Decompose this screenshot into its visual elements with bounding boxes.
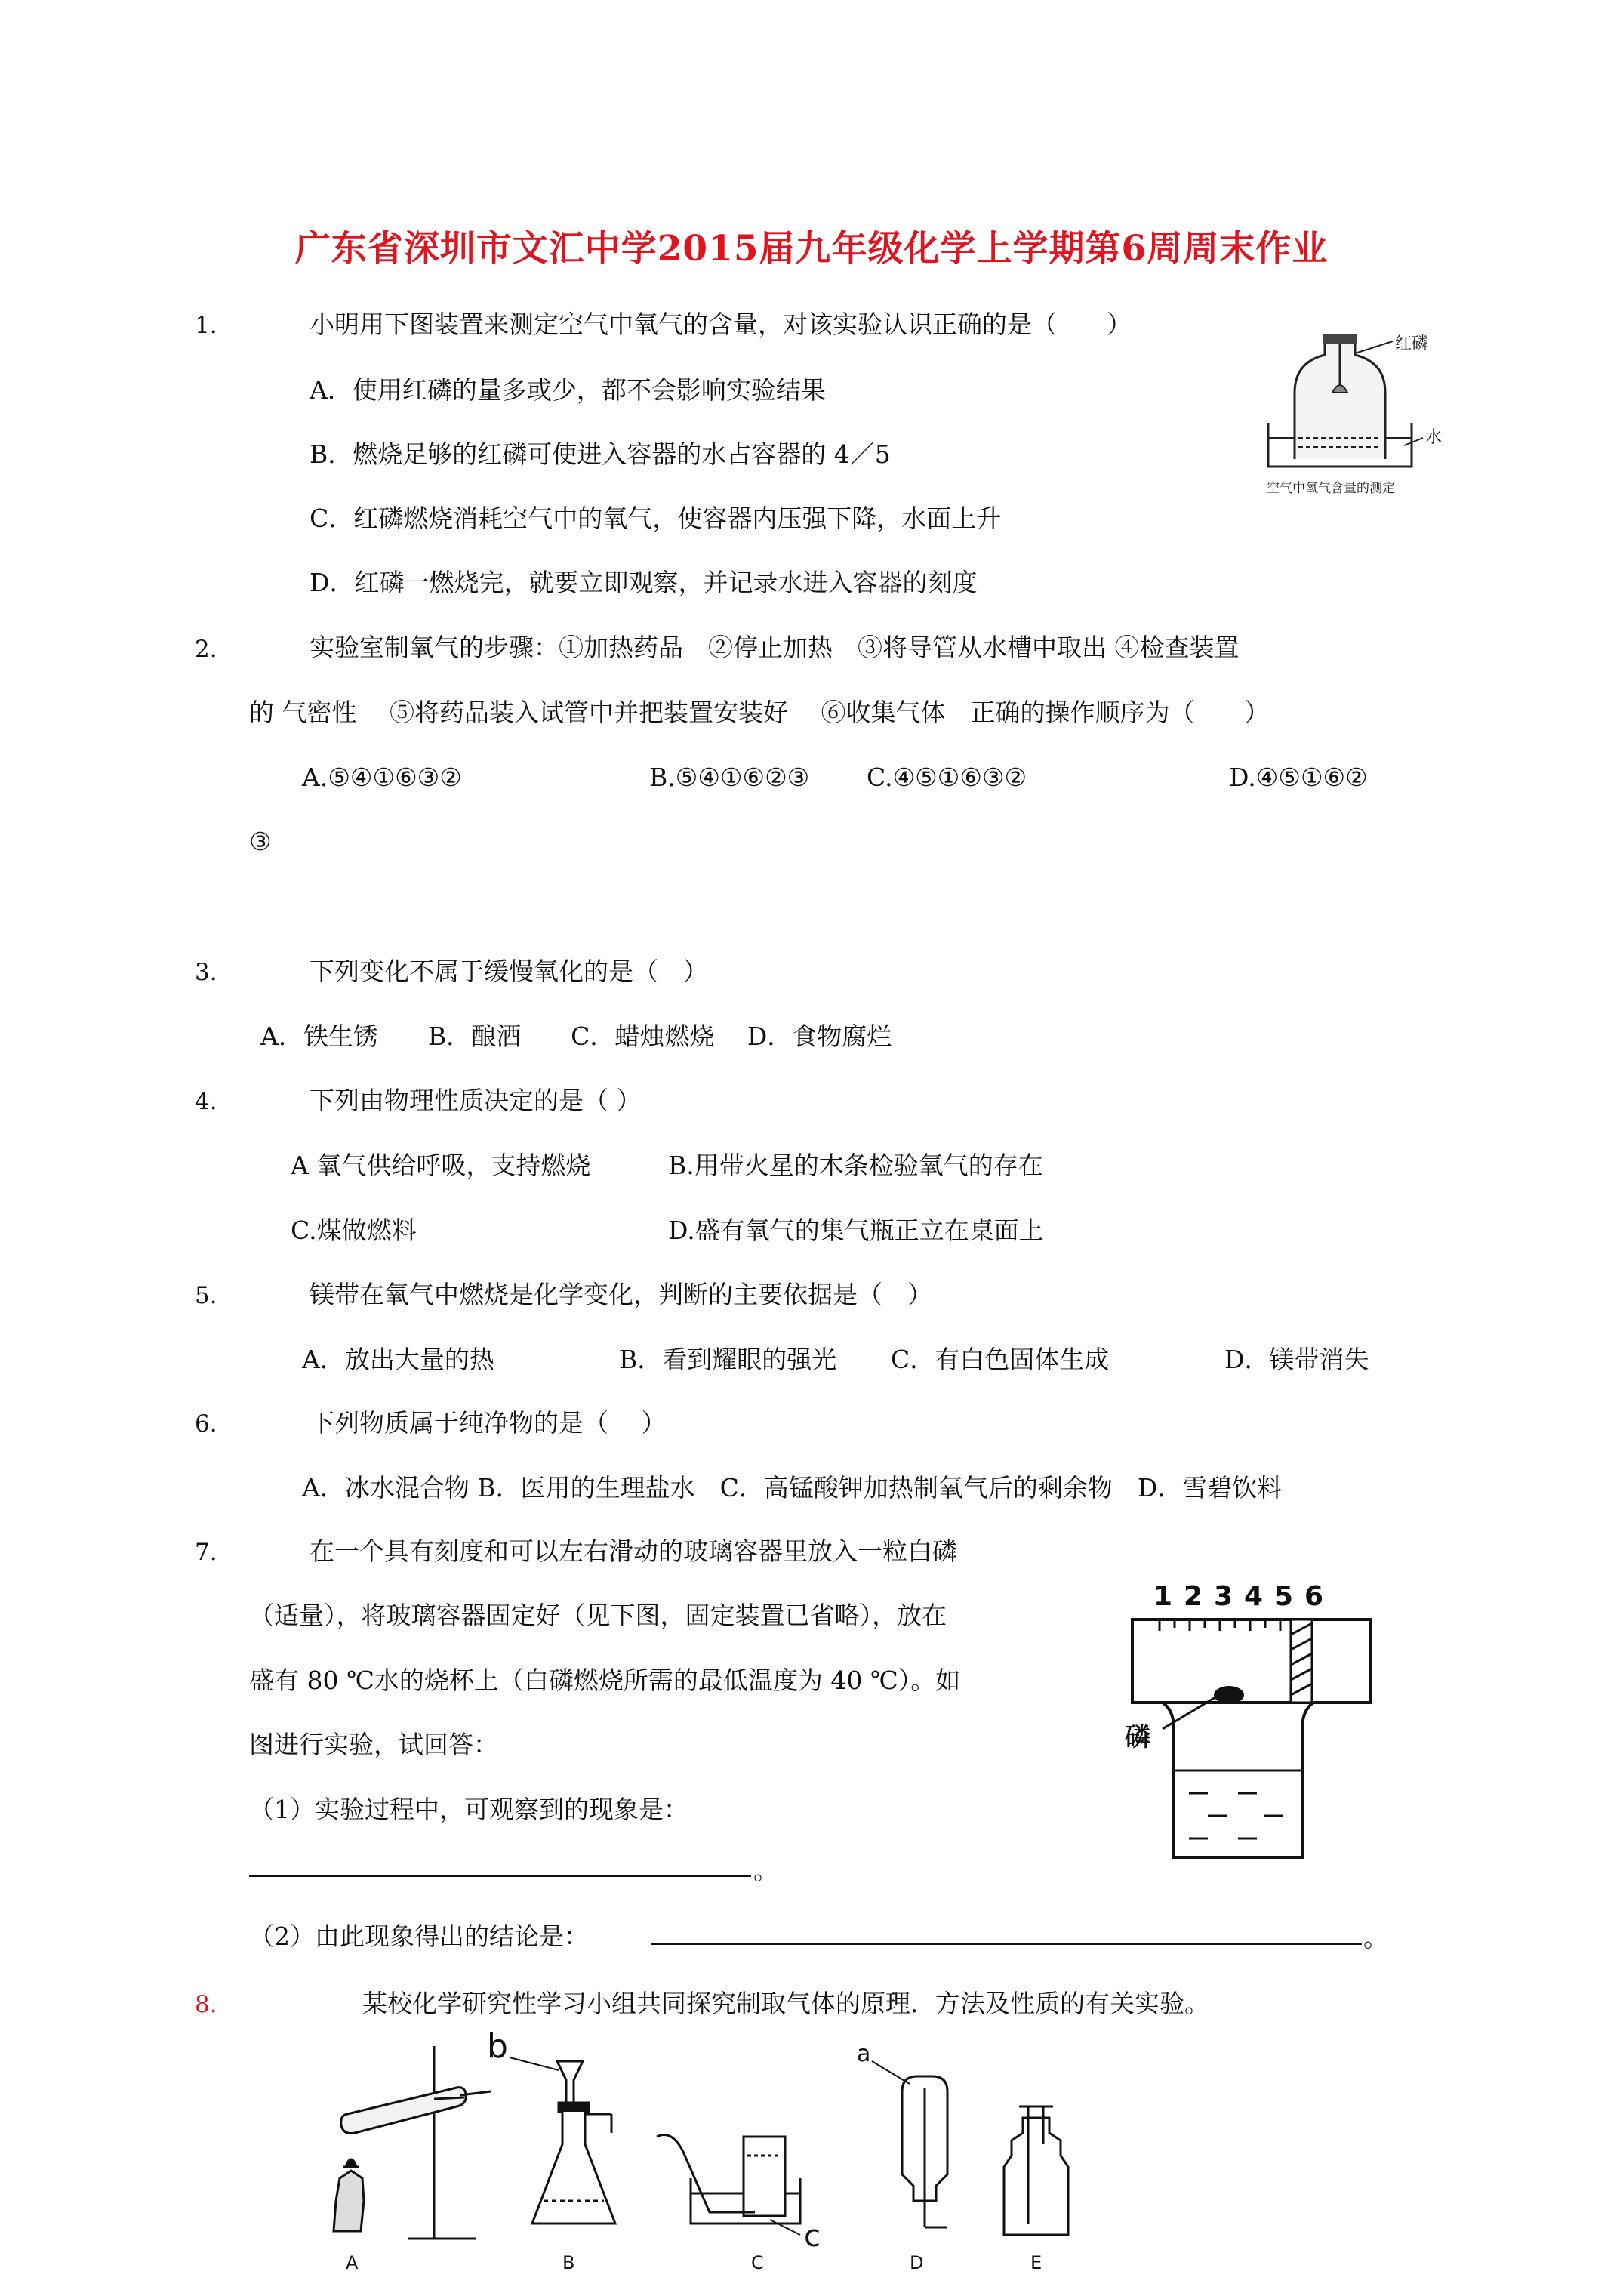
q5-option-b: B．看到耀眼的强光 (619, 1345, 837, 1374)
q4-option-d: D.盛有氧气的集气瓶正立在桌面上 (668, 1216, 1044, 1245)
q8-number: 8. (195, 1991, 217, 2018)
q6-stem: 下列物质属于纯净物的是（ ） (310, 1408, 667, 1438)
q4-option-b: B.用带火星的木条检验氧气的存在 (668, 1151, 1043, 1180)
q8-apparatus-c (657, 2135, 800, 2224)
q2-option-c: C.④⑤①⑥③② (867, 763, 1027, 792)
q8-apparatus-b (532, 2061, 615, 2224)
q1-figure-caption: 空气中氧气含量的测定 (1267, 481, 1395, 496)
q8-stem: 某校化学研究性学习小组共同探究制取气体的原理．方法及性质的有关实验。 (362, 1989, 1209, 2018)
q8-mark-b: b (487, 2031, 508, 2066)
q7-line2: （适量），将玻璃容器固定好（见下图，固定装置已省略），放在 (249, 1601, 947, 1630)
q7-line3: 盛有 80 ℃水的烧杯上（白磷燃烧所需的最低温度为 40 ℃）。如 (249, 1666, 961, 1695)
q7-tick-6: 6 (1304, 1581, 1324, 1612)
q1-option-b: B．燃烧足够的红磷可使进入容器的水占容器的 4／5 (310, 439, 891, 469)
q4-option-c: C.煤做燃料 (291, 1216, 417, 1245)
q5-option-d: D．镁带消失 (1224, 1345, 1369, 1374)
q2-option-b: B.⑤④①⑥②③ (649, 763, 810, 792)
q3-stem: 下列变化不属于缓慢氧化的是（ ） (310, 957, 708, 986)
q7-sub1: （1）实验过程中，可观察到的现象是： (249, 1795, 688, 1824)
q5-number: 5. (195, 1282, 217, 1309)
q2-option-d: D.④⑤①⑥② (1229, 763, 1368, 792)
q8-apparatus-e (1004, 2106, 1068, 2235)
q8-mark-a: a (857, 2041, 871, 2067)
page-title: 广东省深圳市文汇中学2015届九年级化学上学期第6周周末作业 (294, 228, 1329, 270)
q6-options: A．冰水混合物 B．医用的生理盐水 C．高锰酸钾加热制氧气后的剩余物 D．雪碧饮料 (302, 1473, 1283, 1502)
q8-mark-c: c (804, 2219, 821, 2254)
q7-number: 7. (195, 1539, 217, 1566)
q5-option-a: A．放出大量的热 (302, 1345, 494, 1374)
q7-sub2-end: 。 (1363, 1923, 1388, 1952)
q1-option-c: C．红磷燃烧消耗空气中的氧气，使容器内压强下降，水面上升 (310, 504, 1002, 533)
q3-number: 3. (195, 959, 217, 986)
q1-number: 1. (195, 312, 217, 339)
q7-line4: 图进行实验，试回答： (249, 1730, 498, 1759)
q7-answer-line-1[interactable] (249, 1875, 751, 1877)
q8-label-d: D (910, 2252, 924, 2273)
q7-sub2: （2）由此现象得出的结论是： (249, 1922, 589, 1951)
q7-tick-5: 5 (1274, 1581, 1294, 1612)
q7-sub1-end: 。 (753, 1856, 778, 1885)
q8-label-a: A (346, 2252, 359, 2273)
q1-label-phosphorus: 红磷 (1395, 334, 1429, 353)
q6-number: 6. (195, 1410, 217, 1438)
q3-options: A．铁生锈 B．酿酒 C．蜡烛燃烧 D．食物腐烂 (260, 1022, 892, 1051)
q7-label-phosphorus: 磷 (1125, 1722, 1150, 1752)
q7-tick-1: 1 (1153, 1581, 1173, 1612)
q1-stem: 小明用下图装置来测定空气中氧气的含量，对该实验认识正确的是（ ） (310, 310, 1132, 339)
q2-stem-line2: 的 气密性 ⑤将药品装入试管中并把装置安装好 ⑥收集气体 正确的操作顺序为（ ） (249, 698, 1270, 727)
q8-label-c: C (751, 2252, 764, 2273)
q4-number: 4. (195, 1088, 217, 1115)
q7-tick-4: 4 (1244, 1581, 1264, 1612)
q8-apparatus-d (902, 2076, 947, 2227)
q1-option-d: D．红磷一燃烧完，就要立即观察，并记录水进入容器的刻度 (310, 568, 978, 597)
q7-apparatus-figure (1117, 1578, 1374, 1865)
q8-apparatus-a (334, 2046, 491, 2239)
q1-apparatus-figure (1261, 332, 1480, 517)
q2-option-d-tail: ③ (249, 827, 272, 856)
q8-label-e: E (1030, 2252, 1042, 2273)
q7-line1: 在一个具有刻度和可以左右滑动的玻璃容器里放入一粒白磷 (310, 1536, 957, 1566)
q5-stem: 镁带在氧气中燃烧是化学变化，判断的主要依据是（ ） (310, 1280, 932, 1309)
q7-answer-line-2[interactable] (651, 1943, 1362, 1945)
q4-stem: 下列由物理性质决定的是（ ） (310, 1086, 642, 1115)
q7-tick-3: 3 (1214, 1581, 1233, 1612)
q4-option-a: A 氧气供给呼吸，支持燃烧 (291, 1151, 591, 1180)
q2-stem-line1: 实验室制氧气的步骤：①加热药品 ②停止加热 ③将导管从水槽中取出 ④检查装置 (310, 633, 1240, 662)
q7-tick-2: 2 (1184, 1581, 1203, 1612)
q2-option-a: A.⑤④①⑥③② (302, 763, 462, 792)
q2-number: 2. (195, 636, 217, 663)
q8-label-b: B (562, 2252, 575, 2273)
q1-option-a: A．使用红磷的量多或少，都不会影响实验结果 (310, 375, 826, 405)
q8-apparatus-figure (317, 2031, 1525, 2280)
q1-label-water: 水 (1425, 428, 1443, 447)
q5-option-c: C．有白色固体生成 (891, 1345, 1110, 1374)
